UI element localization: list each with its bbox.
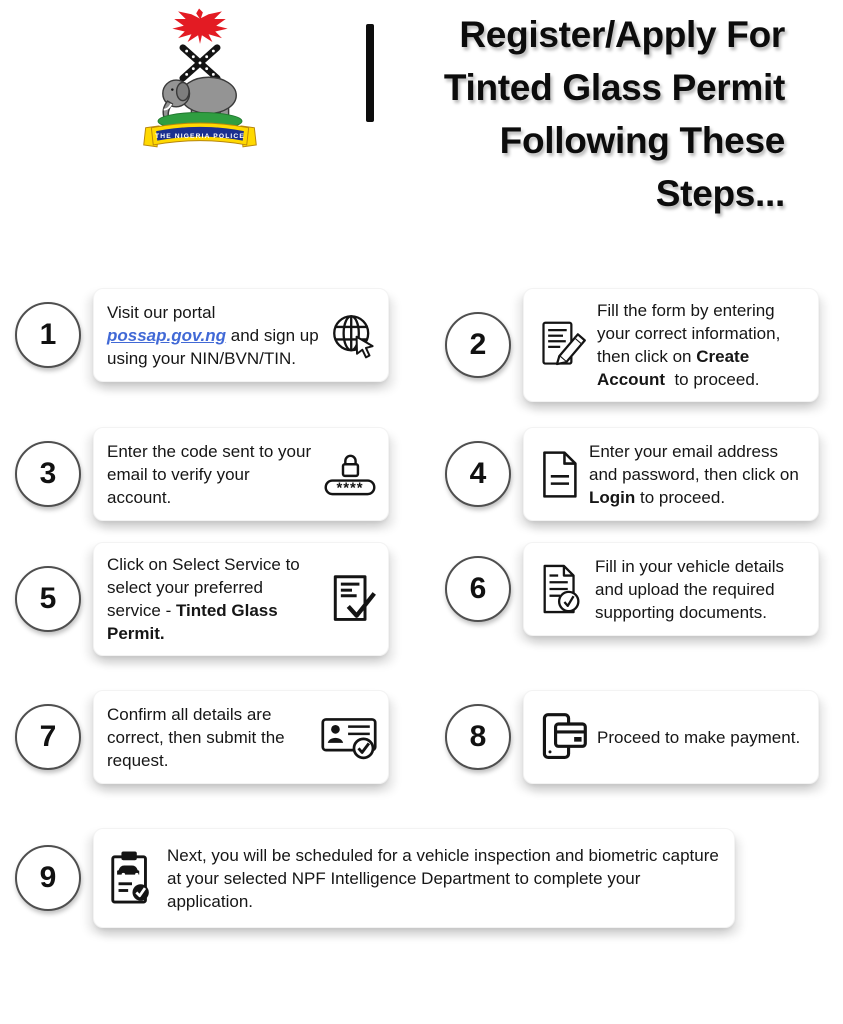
step-6-card [523, 542, 819, 636]
form-pen-icon [537, 319, 589, 371]
step-6-text: Fill in your vehicle details and upload the required supporting documents. [595, 556, 784, 622]
steps-row-1 [15, 288, 843, 402]
step-4-number-badge: 4 [445, 441, 511, 507]
step-5-text: Click on Select Service to select your preferred service - Tinted Glass Permit. [107, 555, 300, 643]
eagle-icon [172, 9, 227, 44]
step-1-text: Visit our portal possap.gov.ng and sign up using your NIN/BVN/TIN. [107, 302, 319, 368]
step-8-text: Proceed to make payment. [597, 727, 801, 747]
vehicle-inspection-icon [107, 849, 157, 907]
step-7-card [93, 690, 389, 784]
steps-row-5 [15, 828, 843, 928]
step-6-number-badge: 6 [445, 556, 511, 622]
step-8-number-badge: 8 [445, 704, 511, 770]
step-7 [15, 690, 389, 784]
step-3-card [93, 427, 389, 521]
step-3 [15, 427, 389, 521]
password-lock-icon [322, 452, 378, 497]
title-line: Following These [499, 120, 785, 161]
step-9-card [93, 828, 735, 928]
step-9-text: Next, you will be scheduled for a vehicle inspection and biometric capture at your selected NPF Intelligence Department to complete your application. [167, 845, 719, 911]
step-5 [15, 542, 389, 656]
header [0, 0, 843, 240]
step-7-text: Confirm all details are correct, then submit the request. [107, 704, 285, 770]
header-divider [366, 24, 374, 122]
step-7-number-badge: 7 [15, 704, 81, 770]
step-4 [445, 427, 819, 521]
step-2 [445, 288, 819, 402]
step-1-number-badge: 1 [15, 302, 81, 368]
select-service-check-icon [326, 573, 378, 625]
step-4-card [523, 427, 819, 521]
step-2-text: Fill the form by entering your correct information, then click on Create Account to proceed. [597, 301, 781, 389]
possap-portal-link[interactable]: possap.gov.ng [107, 325, 227, 345]
steps-row-3 [15, 542, 843, 656]
mobile-payment-icon [537, 711, 589, 763]
nigeria-police-logo [138, 4, 262, 160]
step-2-number-badge: 2 [445, 312, 511, 378]
step-6 [445, 542, 819, 636]
step-2-card [523, 288, 819, 402]
globe-cursor-icon [328, 310, 378, 360]
title-line: Tinted Glass Permit [443, 67, 785, 108]
step-1 [15, 288, 389, 382]
steps-list [0, 288, 843, 928]
step-5-card [93, 542, 389, 656]
title-line: Register/Apply For [459, 14, 785, 55]
step-9-number-badge: 9 [15, 845, 81, 911]
step-3-text: Enter the code sent to your email to verify your account. [107, 441, 312, 507]
id-card-check-icon [320, 714, 378, 761]
title-line: Steps... [655, 173, 785, 214]
banner-ribbon [144, 123, 257, 147]
step-5-number-badge: 5 [15, 566, 81, 632]
step-9 [15, 828, 735, 928]
steps-row-4 [15, 690, 843, 784]
step-8 [445, 690, 819, 784]
banner-text: THE NIGERIA POLICE [155, 132, 245, 140]
password-mask-text: **** [336, 479, 364, 497]
steps-row-2 [15, 427, 843, 521]
step-4-text: Enter your email address and password, then click on Login to proceed. [589, 441, 799, 507]
page-title [444, 8, 785, 220]
document-check-icon [537, 562, 587, 616]
step-3-number-badge: 3 [15, 441, 81, 507]
step-1-card [93, 288, 389, 382]
document-icon [537, 449, 581, 500]
step-8-card [523, 690, 819, 784]
